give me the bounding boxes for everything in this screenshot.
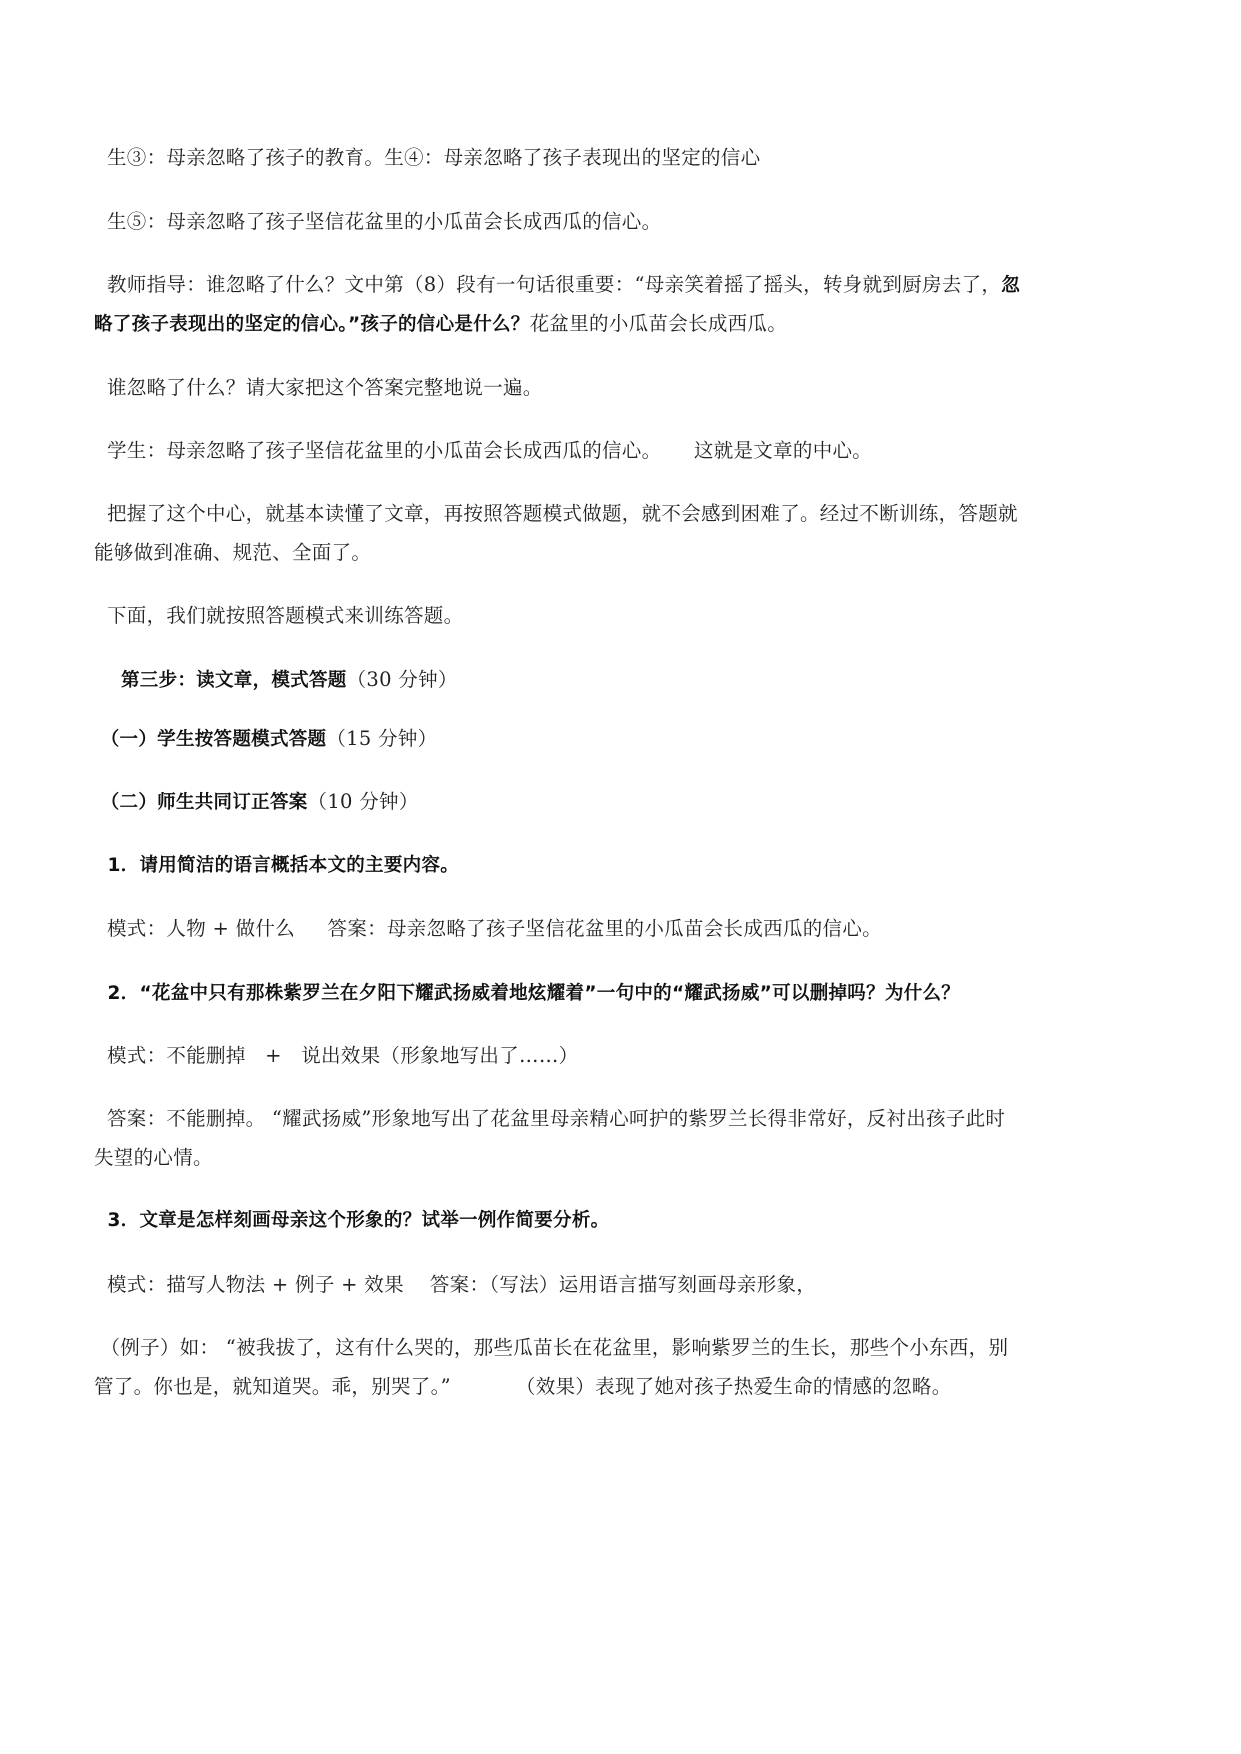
paragraph-line: 生③：母亲忽略了孩子的教育。生④：母亲忽略了孩子表现出的坚定的信心 — [94, 146, 761, 169]
bold-text-run: （一）学生按答题模式答题 — [94, 729, 327, 750]
paragraph-line — [94, 305, 1134, 344]
paragraph-line: 失望的心情。 — [94, 1146, 213, 1169]
text-run: （10 分钟） — [307, 790, 419, 813]
text-run: 花盆里的小瓜苗会长成西瓜。 — [529, 312, 788, 335]
paragraph-line: 管了。你也是，就知道哭。乖，别哭了。” （效果）表现了她对孩子热爱生命的情感的忽略。 — [94, 1375, 952, 1398]
bold-text-run: 略了孩子表现出的坚定的信心。”孩子的信心是什么？ — [94, 314, 530, 335]
paragraph-line: 模式：描写人物法 + 例子 + 效果 答案：（写法）运用语言描写刻画母亲形象， — [94, 1273, 817, 1296]
text-run: 教师指导：谁忽略了什么？文中第（8）段有一句话很重要：“母亲笑着摇了摇头，转身就到厨房去了， — [94, 273, 1002, 296]
paragraph-line: 把握了这个中心，就基本读懂了文章，再按照答题模式做题，就不会感到困难了。经过不断训练，答题就 — [94, 502, 1018, 525]
paragraph-line — [94, 266, 1134, 305]
subsection-heading — [94, 720, 1134, 759]
paragraph-line: 生⑤：母亲忽略了孩子坚信花盆里的小瓜苗会长成西瓜的信心。 — [94, 210, 662, 233]
bold-text-run: 忽 — [1001, 275, 1020, 296]
paragraph-line: 答案：不能删掉。 “耀武扬威”形象地写出了花盆里母亲精心呵护的紫罗兰长得非常好，反衬出孩子此时 — [94, 1107, 1006, 1130]
text-run: （30 分钟） — [346, 668, 458, 691]
paragraph-line: （例子）如： “被我拔了，这有什么哭的，那些瓜苗长在花盆里，影响紫罗兰的生长，那些个小东西，别 — [94, 1336, 1009, 1359]
paragraph-line: 模式：人物 + 做什么 答案：母亲忽略了孩子坚信花盆里的小瓜苗会长成西瓜的信心。 — [94, 917, 882, 940]
bold-text-run: （二）师生共同订正答案 — [94, 792, 308, 813]
paragraph-line: 学生：母亲忽略了孩子坚信花盆里的小瓜苗会长成西瓜的信心。 这就是文章的中心。 — [94, 439, 873, 462]
text-run: （15 分钟） — [326, 727, 438, 750]
paragraph-line: 模式：不能删掉 + 说出效果（形象地写出了……） — [94, 1044, 579, 1067]
paragraph-line: 谁忽略了什么？请大家把这个答案完整地说一遍。 — [94, 376, 543, 399]
bold-text-run: 第三步：读文章，模式答题 — [94, 670, 347, 691]
question-heading: 2．“花盆中只有那株紫罗兰在夕阳下耀武扬威着地炫耀着”一句中的“耀武扬威”可以删掉吗？为什么？ — [94, 983, 961, 1004]
question-heading: 1．请用简洁的语言概括本文的主要内容。 — [94, 855, 460, 876]
paragraph-line: 下面，我们就按照答题模式来训练答题。 — [94, 604, 464, 627]
subsection-heading — [94, 783, 1134, 822]
question-heading: 3．文章是怎样刻画母亲这个形象的？试举一例作简要分析。 — [94, 1210, 610, 1231]
paragraph-line: 能够做到准确、规范、全面了。 — [94, 541, 372, 564]
section-heading — [94, 661, 1134, 700]
